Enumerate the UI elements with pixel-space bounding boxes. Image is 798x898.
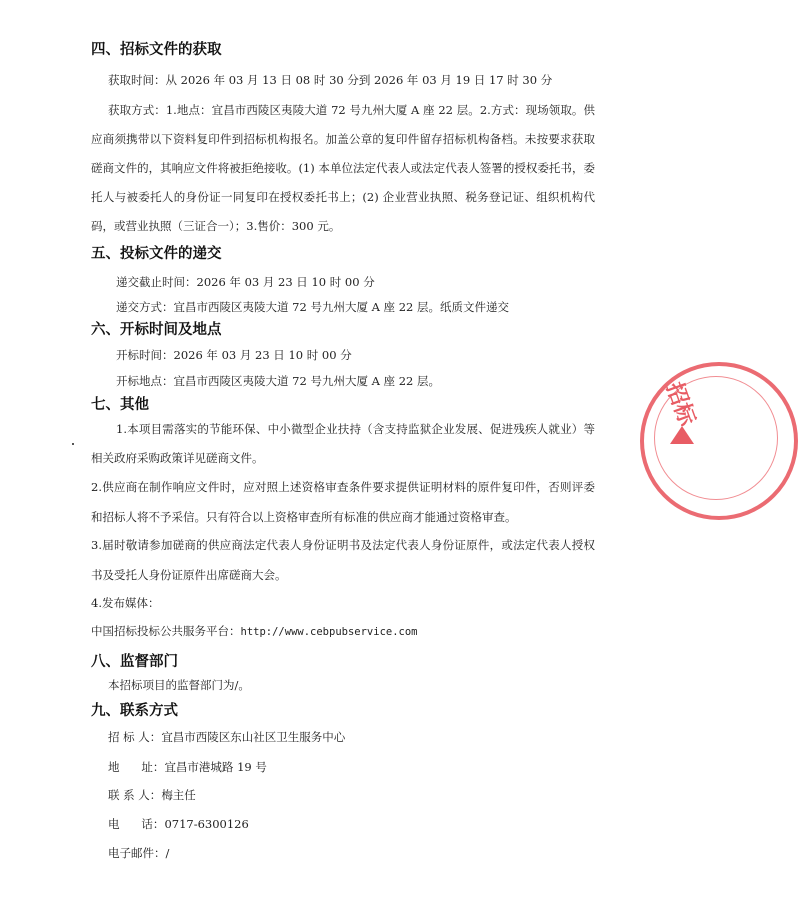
s9-email-label: 电子邮件： [108, 846, 166, 860]
section-heading-8: 八、监督部门 [91, 654, 178, 670]
s9-phone-label: 电 话： [108, 817, 165, 831]
section-heading-7: 七、其他 [91, 397, 149, 413]
official-seal [640, 362, 798, 520]
s6-time: 开标时间：2026 年 03 月 23 日 10 时 00 分 [116, 348, 352, 362]
s8-text: 本招标项目的监督部门为/。 [108, 678, 250, 692]
s9-tenderer-label: 招 标 人： [108, 730, 162, 744]
s9-email-row [108, 839, 169, 867]
section-heading-4: 四、招标文件的获取 [91, 42, 222, 58]
section-heading-5: 五、投标文件的递交 [91, 246, 222, 262]
stray-dot [72, 443, 74, 445]
s9-tenderer: 宜昌市西陵区东山社区卫生服务中心 [161, 730, 346, 744]
section-heading-9: 九、联系方式 [91, 703, 178, 719]
s7-item1: 1.本项目需落实的节能环保、中小微型企业扶持（含支持监狱企业发展、促进残疾人就业）等相关政府采购政策详见磋商文件。 [91, 422, 595, 465]
s7-item3: 3.届时敬请参加磋商的供应商法定代表人身份证明书及法定代表人身份证原件，或法定代表人授权书及受托人身份证原件出席磋商大会。 [91, 538, 595, 582]
s7-item2: 2.供应商在制作响应文件时，应对照上述资格审查条件要求提供证明材料的原件复印件，否则评委和招标人将不予采信。只有符合以上资格审查所有标准的供应商才能通过资格审查。 [91, 480, 595, 524]
s9-phone-row [108, 810, 249, 838]
s5-method: 递交方式：宜昌市西陵区夷陵大道 72 号九州大厦 A 座 22 层。纸质文件递交 [116, 300, 510, 314]
s9-address-label: 地 址： [108, 760, 165, 774]
s9-tenderer-row [108, 723, 345, 751]
s5-deadline: 递交截止时间：2026 年 03 月 23 日 10 时 00 分 [116, 275, 375, 289]
s6-place: 开标地点：宜昌市西陵区夷陵大道 72 号九州大厦 A 座 22 层。 [116, 374, 441, 388]
section-heading-6: 六、开标时间及地点 [91, 322, 222, 338]
s4-time: 获取时间：从 2026 年 03 月 13 日 08 时 30 分到 2026 年 03 月 19 日 17 时 30 分 [108, 73, 553, 87]
s9-address: 宜昌市港城路 19 号 [164, 760, 267, 774]
seal-text: 招标 [660, 379, 700, 430]
s7-media-url[interactable]: http://www.cebpubservice.com [240, 626, 418, 638]
s9-email: / [165, 846, 170, 860]
s9-address-row [108, 753, 267, 781]
s9-phone: 0717-6300126 [164, 817, 249, 831]
s7-media-line [91, 617, 418, 646]
s4-method: 获取方式：1.地点：宜昌市西陵区夷陵大道 72 号九州大厦 A 座 22 层。2.方式：现场领取。供应商须携带以下资料复印件到招标机构报名。加盖公章的复印件留存招标机构备档。未按要求获取磋商文件的，其响应文件将被拒绝接收。(1) 本单位法定代表人或法定代表人签署的授权委托书，委托人与被委托人的身份证一同复印在授权委托书上；(2) 企业营业执照、税务登记证、组织机构代码，或营业执照（三证合一）；3.售价：300 元。 [91, 103, 595, 233]
seal-star-icon [670, 426, 694, 444]
s9-contact-label: 联 系 人： [108, 788, 162, 802]
s9-contact-row [108, 781, 196, 809]
s7-item4: 4.发布媒体： [91, 596, 160, 610]
s9-contact: 梅主任 [161, 788, 196, 802]
s7-media-label: 中国招标投标公共服务平台： [91, 624, 241, 638]
